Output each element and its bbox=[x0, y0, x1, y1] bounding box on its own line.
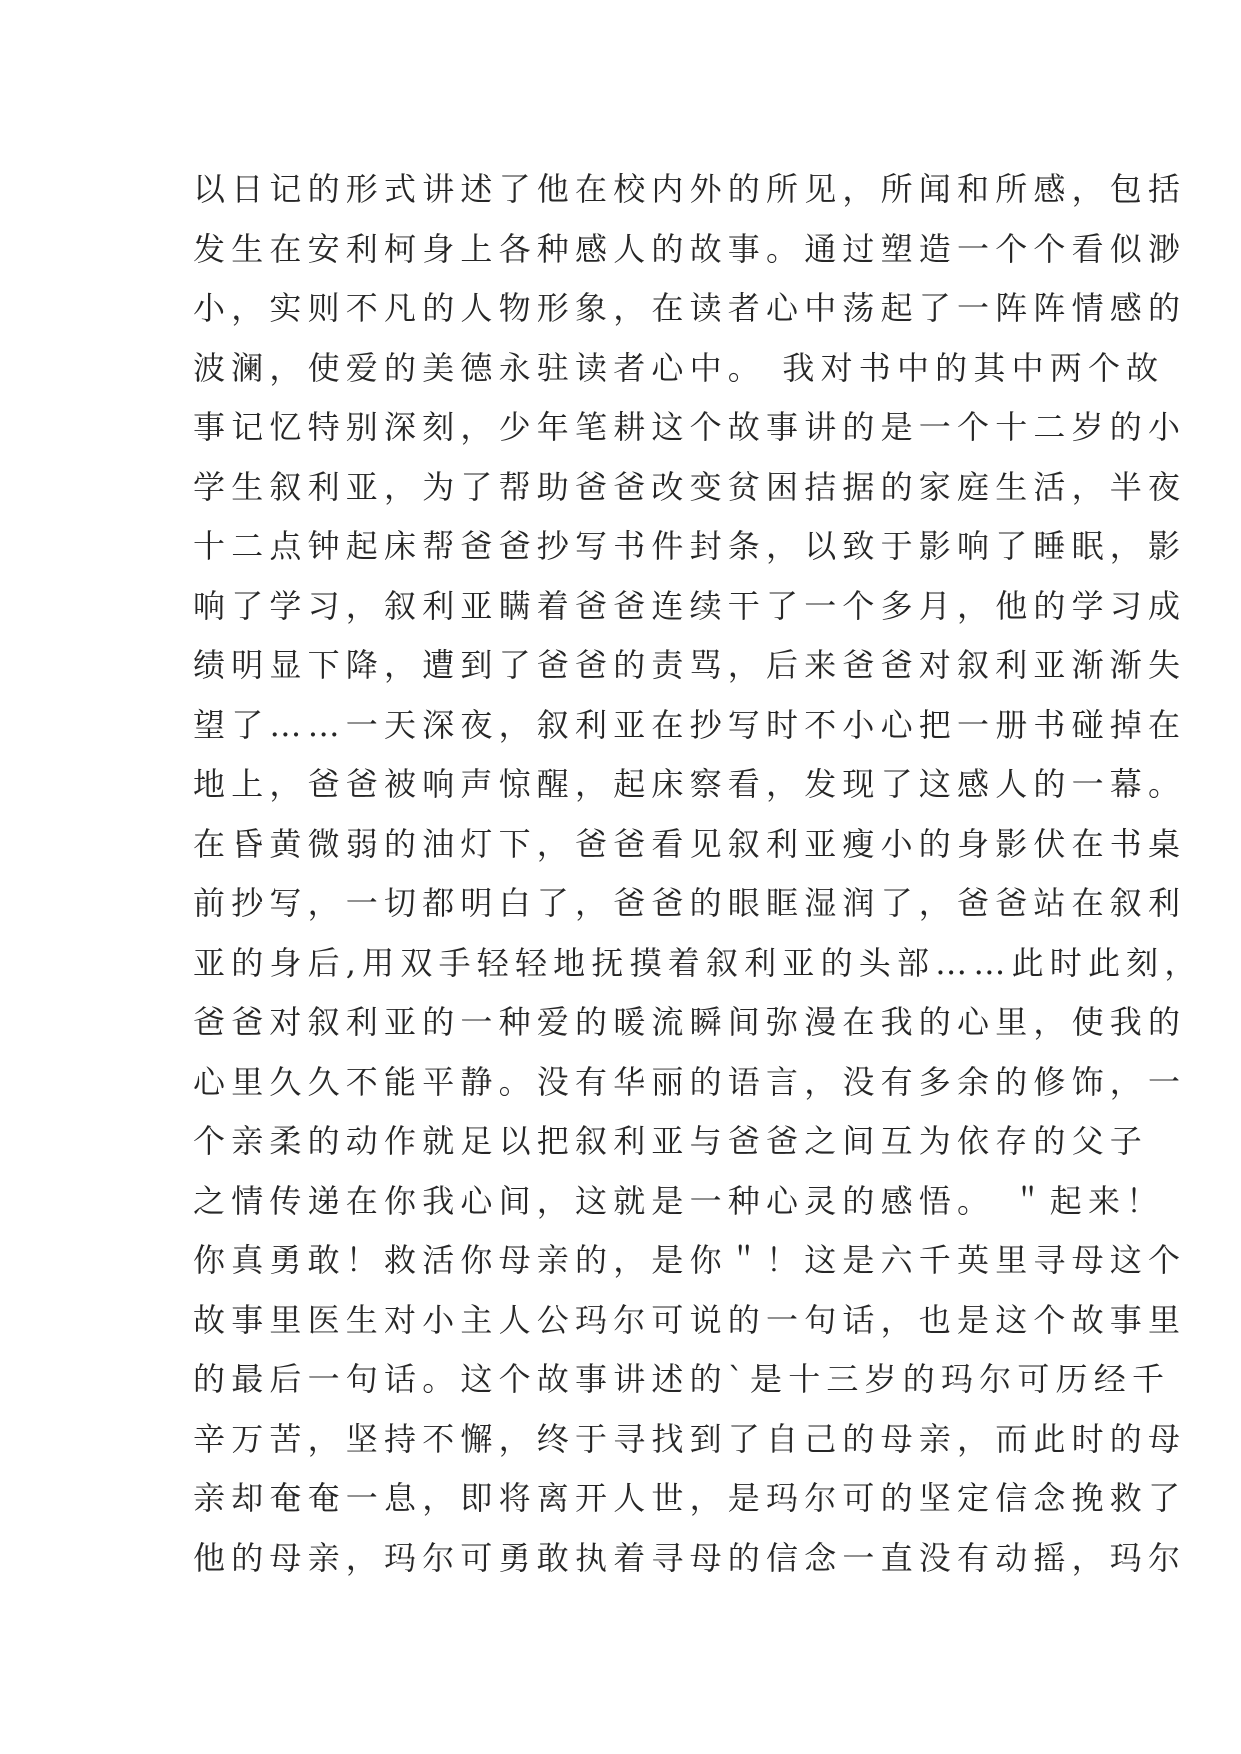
text-line-2: 发生在安利柯身上各种感人的故事。通过塑造一个个看似渺 bbox=[193, 229, 1187, 268]
text-line-12: 在昏黄微弱的油灯下，爸爸看见叙利亚瘦小的身影伏在书桌 bbox=[193, 824, 1187, 863]
text-line-24: 他的母亲，玛尔可勇敢执着寻母的信念一直没有动摇，玛尔 bbox=[193, 1538, 1187, 1577]
text-line-23: 亲却奄奄一息，即将离开人世，是玛尔可的坚定信念挽救了 bbox=[193, 1479, 1187, 1517]
text-line-4: 波澜，使爱的美德永驻读者心中。 我对书中的其中两个故 bbox=[193, 348, 1165, 387]
text-line-7: 十二点钟起床帮爸爸抄写书件封条，以致于影响了睡眠，影 bbox=[193, 527, 1187, 565]
text-line-16: 心里久久不能平静。没有华丽的语言，没有多余的修饰，一 bbox=[193, 1062, 1187, 1101]
text-line-21: 的最后一句话。这个故事讲述的`是十三岁的玛尔可历经千 bbox=[193, 1360, 1171, 1398]
text-line-18: 之情传递在你我心间，这就是一种心灵的感悟。 ＂起来！ bbox=[193, 1181, 1165, 1220]
text-line-14: 亚的身后,用双手轻轻地抚摸着叙利亚的头部……此时此刻， bbox=[193, 943, 1203, 982]
text-line-5: 事记忆特别深刻，少年笔耕这个故事讲的是一个十二岁的小 bbox=[193, 408, 1187, 446]
text-line-17: 个亲柔的动作就足以把叙利亚与爸爸之间互为依存的父子 bbox=[193, 1122, 1149, 1160]
text-line-3: 小，实则不凡的人物形象，在读者心中荡起了一阵阵情感的 bbox=[193, 289, 1187, 327]
text-line-22: 辛万苦，坚持不懈，终于寻找到了自己的母亲，而此时的母 bbox=[193, 1419, 1187, 1458]
text-line-6: 学生叙利亚，为了帮助爸爸改变贫困拮据的家庭生活，半夜 bbox=[193, 467, 1187, 506]
body-paragraph bbox=[193, 160, 1203, 1588]
text-line-1: 以日记的形式讲述了他在校内外的所见，所闻和所感，包括 bbox=[193, 170, 1187, 208]
text-line-9: 绩明显下降，遭到了爸爸的责骂，后来爸爸对叙利亚渐渐失 bbox=[193, 646, 1187, 684]
text-line-8: 响了学习，叙利亚瞒着爸爸连续干了一个多月，他的学习成 bbox=[193, 586, 1187, 625]
text-line-10: 望了……一天深夜，叙利亚在抄写时不小心把一册书碰掉在 bbox=[193, 705, 1187, 744]
text-line-15: 爸爸对叙利亚的一种爱的暖流瞬间弥漫在我的心里，使我的 bbox=[193, 1003, 1187, 1041]
text-line-20: 故事里医生对小主人公玛尔可说的一句话，也是这个故事里 bbox=[193, 1300, 1187, 1339]
text-line-13: 前抄写，一切都明白了，爸爸的眼眶湿润了，爸爸站在叙利 bbox=[193, 884, 1187, 922]
text-line-19: 你真勇敢！救活你母亲的，是你＂！这是六千英里寻母这个 bbox=[193, 1241, 1187, 1279]
text-line-11: 地上，爸爸被响声惊醒，起床察看，发现了这感人的一幕。 bbox=[193, 765, 1187, 803]
